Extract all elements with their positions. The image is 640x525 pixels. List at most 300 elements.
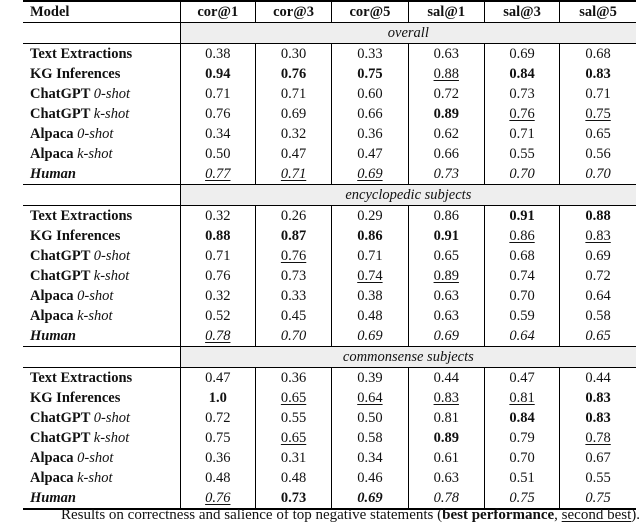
score-value: 0.76 bbox=[280, 248, 307, 264]
score-value: 0.71 bbox=[280, 166, 307, 182]
value-cell bbox=[560, 84, 636, 104]
score-value: 0.64 bbox=[357, 390, 383, 406]
section-label: commonsense subjects bbox=[180, 347, 636, 368]
model-name-cell bbox=[23, 104, 180, 124]
score-value: 0.63 bbox=[433, 46, 459, 62]
model-name-cell bbox=[23, 428, 180, 448]
value-cell bbox=[332, 144, 408, 164]
model-name: Text Extractions bbox=[30, 208, 133, 224]
value-cell bbox=[255, 408, 331, 428]
table-row bbox=[23, 246, 636, 266]
section-blank-cell bbox=[23, 347, 180, 368]
value-cell bbox=[332, 84, 408, 104]
score-value: 0.76 bbox=[205, 106, 231, 122]
score-value: 0.55 bbox=[280, 410, 307, 426]
score-value: 0.75 bbox=[585, 490, 611, 506]
value-cell bbox=[560, 368, 636, 389]
value-cell bbox=[408, 226, 484, 246]
score-value: 0.65 bbox=[280, 430, 307, 446]
model-name: KG Inferences bbox=[30, 228, 121, 244]
model-name: Human bbox=[30, 490, 76, 506]
score-value: 0.34 bbox=[205, 126, 231, 142]
score-value: 0.81 bbox=[433, 410, 459, 426]
model-name-cell bbox=[23, 144, 180, 164]
score-value: 0.69 bbox=[357, 490, 383, 506]
score-value: 0.86 bbox=[509, 228, 535, 244]
value-cell bbox=[332, 468, 408, 488]
value-cell bbox=[484, 64, 559, 84]
value-cell bbox=[180, 306, 255, 326]
table-row bbox=[23, 468, 636, 488]
model-name: Alpaca bbox=[30, 450, 74, 466]
score-value: 0.74 bbox=[509, 268, 535, 284]
value-cell bbox=[180, 104, 255, 124]
model-name-cell bbox=[23, 448, 180, 468]
score-value: 0.69 bbox=[357, 166, 383, 182]
score-value: 0.72 bbox=[205, 410, 231, 426]
section-blank-cell bbox=[23, 185, 180, 206]
header-model: Model bbox=[23, 1, 180, 23]
value-cell bbox=[408, 408, 484, 428]
model-name: Alpaca bbox=[30, 126, 74, 142]
score-value: 0.65 bbox=[585, 328, 611, 344]
value-cell bbox=[332, 388, 408, 408]
value-cell bbox=[484, 104, 559, 124]
value-cell bbox=[332, 124, 408, 144]
value-cell bbox=[408, 266, 484, 286]
model-name-cell bbox=[23, 164, 180, 185]
score-value: 0.65 bbox=[585, 126, 611, 142]
score-value: 1.0 bbox=[208, 390, 227, 406]
value-cell bbox=[180, 368, 255, 389]
score-value: 0.89 bbox=[433, 430, 459, 446]
value-cell bbox=[180, 144, 255, 164]
score-value: 0.67 bbox=[585, 450, 611, 466]
table-row bbox=[23, 368, 636, 389]
score-value: 0.38 bbox=[357, 288, 383, 304]
score-value: 0.70 bbox=[509, 166, 535, 182]
table-row bbox=[23, 144, 636, 164]
value-cell bbox=[255, 84, 331, 104]
score-value: 0.39 bbox=[357, 370, 383, 386]
model-name: ChatGPT bbox=[30, 430, 91, 446]
value-cell bbox=[255, 144, 331, 164]
score-value: 0.86 bbox=[357, 228, 383, 244]
model-name: Alpaca bbox=[30, 288, 74, 304]
value-cell bbox=[180, 266, 255, 286]
value-cell bbox=[255, 448, 331, 468]
model-name: Human bbox=[30, 328, 76, 344]
caption-best: best performance bbox=[442, 507, 555, 523]
value-cell bbox=[484, 84, 559, 104]
model-setting: k-shot bbox=[77, 146, 113, 162]
value-cell bbox=[180, 44, 255, 65]
model-setting: k-shot bbox=[93, 106, 130, 122]
model-setting: 0-shot bbox=[93, 86, 131, 102]
model-setting: 0-shot bbox=[77, 288, 114, 304]
table-row bbox=[23, 408, 636, 428]
value-cell bbox=[484, 408, 559, 428]
score-value: 0.71 bbox=[357, 248, 383, 264]
score-value: 0.91 bbox=[433, 228, 459, 244]
value-cell bbox=[180, 246, 255, 266]
model-setting: 0-shot bbox=[77, 450, 114, 466]
value-cell bbox=[180, 448, 255, 468]
value-cell bbox=[332, 326, 408, 347]
value-cell bbox=[484, 428, 559, 448]
table-caption bbox=[0, 505, 640, 525]
value-cell bbox=[560, 428, 636, 448]
value-cell bbox=[180, 206, 255, 227]
model-name-cell bbox=[23, 286, 180, 306]
value-cell bbox=[560, 448, 636, 468]
value-cell bbox=[332, 428, 408, 448]
score-value: 0.65 bbox=[433, 248, 459, 264]
score-value: 0.69 bbox=[509, 46, 535, 62]
value-cell bbox=[484, 44, 559, 65]
score-value: 0.64 bbox=[585, 288, 611, 304]
value-cell bbox=[255, 388, 331, 408]
score-value: 0.44 bbox=[433, 370, 459, 386]
model-name: ChatGPT bbox=[30, 86, 91, 102]
value-cell bbox=[332, 206, 408, 227]
value-cell bbox=[408, 326, 484, 347]
score-value: 0.71 bbox=[585, 86, 611, 102]
table-row bbox=[23, 266, 636, 286]
score-value: 0.84 bbox=[509, 410, 535, 426]
value-cell bbox=[255, 306, 331, 326]
value-cell bbox=[255, 286, 331, 306]
table-row bbox=[23, 124, 636, 144]
value-cell bbox=[332, 164, 408, 185]
value-cell bbox=[484, 164, 559, 185]
score-value: 0.66 bbox=[357, 106, 383, 122]
score-value: 0.70 bbox=[509, 288, 535, 304]
model-name: Alpaca bbox=[30, 308, 74, 324]
header-cor-1: cor@1 bbox=[180, 1, 255, 23]
score-value: 0.73 bbox=[280, 490, 307, 506]
score-value: 0.86 bbox=[433, 208, 459, 224]
score-value: 0.65 bbox=[280, 390, 307, 406]
model-name-cell bbox=[23, 468, 180, 488]
table-row bbox=[23, 84, 636, 104]
value-cell bbox=[560, 468, 636, 488]
value-cell bbox=[332, 408, 408, 428]
score-value: 0.69 bbox=[280, 106, 307, 122]
model-name-cell bbox=[23, 388, 180, 408]
header-sal-3: sal@3 bbox=[484, 1, 559, 23]
model-name: Alpaca bbox=[30, 146, 74, 162]
score-value: 0.58 bbox=[585, 308, 611, 324]
value-cell bbox=[484, 388, 559, 408]
caption-sep: , bbox=[554, 507, 562, 523]
model-setting: k-shot bbox=[93, 430, 130, 446]
value-cell bbox=[180, 64, 255, 84]
model-name: ChatGPT bbox=[30, 248, 91, 264]
table-row bbox=[23, 44, 636, 65]
score-value: 0.71 bbox=[280, 86, 307, 102]
score-value: 0.48 bbox=[280, 470, 307, 486]
value-cell bbox=[408, 246, 484, 266]
table-row bbox=[23, 326, 636, 347]
score-value: 0.73 bbox=[433, 166, 459, 182]
table-row bbox=[23, 428, 636, 448]
score-value: 0.78 bbox=[585, 430, 611, 446]
value-cell bbox=[484, 448, 559, 468]
value-cell bbox=[560, 326, 636, 347]
value-cell bbox=[180, 468, 255, 488]
value-cell bbox=[560, 246, 636, 266]
score-value: 0.78 bbox=[433, 490, 459, 506]
score-value: 0.83 bbox=[585, 390, 611, 406]
value-cell bbox=[332, 286, 408, 306]
score-value: 0.51 bbox=[509, 470, 535, 486]
score-value: 0.34 bbox=[357, 450, 383, 466]
value-cell bbox=[560, 124, 636, 144]
value-cell bbox=[408, 306, 484, 326]
score-value: 0.46 bbox=[357, 470, 383, 486]
model-name-cell bbox=[23, 64, 180, 84]
score-value: 0.76 bbox=[205, 268, 231, 284]
score-value: 0.71 bbox=[509, 126, 535, 142]
value-cell bbox=[408, 388, 484, 408]
model-name: Alpaca bbox=[30, 470, 74, 486]
score-value: 0.70 bbox=[280, 328, 307, 344]
score-value: 0.76 bbox=[280, 66, 307, 82]
header-sal-1: sal@1 bbox=[408, 1, 484, 23]
value-cell bbox=[255, 326, 331, 347]
value-cell bbox=[255, 44, 331, 65]
model-setting: 0-shot bbox=[77, 126, 114, 142]
score-value: 0.88 bbox=[205, 228, 231, 244]
value-cell bbox=[180, 428, 255, 448]
value-cell bbox=[560, 306, 636, 326]
table-row bbox=[23, 164, 636, 185]
value-cell bbox=[484, 124, 559, 144]
score-value: 0.88 bbox=[433, 66, 459, 82]
value-cell bbox=[560, 226, 636, 246]
score-value: 0.33 bbox=[280, 288, 307, 304]
table-row bbox=[23, 306, 636, 326]
table-row bbox=[23, 206, 636, 227]
model-name-cell bbox=[23, 408, 180, 428]
value-cell bbox=[484, 306, 559, 326]
score-value: 0.26 bbox=[280, 208, 307, 224]
model-name-cell bbox=[23, 44, 180, 65]
value-cell bbox=[484, 286, 559, 306]
value-cell bbox=[484, 326, 559, 347]
section-row bbox=[23, 347, 636, 368]
score-value: 0.60 bbox=[357, 86, 383, 102]
score-value: 0.83 bbox=[585, 410, 611, 426]
table-row bbox=[23, 286, 636, 306]
score-value: 0.75 bbox=[357, 66, 383, 82]
score-value: 0.69 bbox=[585, 248, 611, 264]
model-name: ChatGPT bbox=[30, 268, 91, 284]
value-cell bbox=[560, 286, 636, 306]
section-blank-cell bbox=[23, 23, 180, 44]
section-row bbox=[23, 185, 636, 206]
score-value: 0.30 bbox=[280, 46, 307, 62]
value-cell bbox=[180, 84, 255, 104]
value-cell bbox=[180, 326, 255, 347]
value-cell bbox=[484, 368, 559, 389]
score-value: 0.29 bbox=[357, 208, 383, 224]
model-name: KG Inferences bbox=[30, 66, 121, 82]
table-row bbox=[23, 448, 636, 468]
header-row bbox=[23, 1, 636, 23]
score-value: 0.69 bbox=[433, 328, 459, 344]
model-name-cell bbox=[23, 226, 180, 246]
score-value: 0.47 bbox=[280, 146, 307, 162]
score-value: 0.62 bbox=[433, 126, 459, 142]
score-value: 0.83 bbox=[585, 66, 611, 82]
score-value: 0.32 bbox=[205, 208, 231, 224]
table-row bbox=[23, 226, 636, 246]
score-value: 0.76 bbox=[509, 106, 535, 122]
model-setting: 0-shot bbox=[93, 410, 131, 426]
score-value: 0.47 bbox=[205, 370, 231, 386]
score-value: 0.89 bbox=[433, 268, 459, 284]
value-cell bbox=[255, 246, 331, 266]
value-cell bbox=[180, 286, 255, 306]
score-value: 0.70 bbox=[509, 450, 535, 466]
value-cell bbox=[255, 104, 331, 124]
value-cell bbox=[255, 226, 331, 246]
value-cell bbox=[332, 104, 408, 124]
header-cor-5: cor@5 bbox=[332, 1, 408, 23]
score-value: 0.66 bbox=[433, 146, 459, 162]
value-cell bbox=[255, 64, 331, 84]
score-value: 0.91 bbox=[509, 208, 535, 224]
model-name: ChatGPT bbox=[30, 106, 91, 122]
score-value: 0.81 bbox=[509, 390, 535, 406]
score-value: 0.38 bbox=[205, 46, 231, 62]
value-cell bbox=[408, 448, 484, 468]
value-cell bbox=[408, 368, 484, 389]
model-setting: k-shot bbox=[77, 470, 113, 486]
table-row bbox=[23, 64, 636, 84]
value-cell bbox=[560, 206, 636, 227]
value-cell bbox=[255, 164, 331, 185]
score-value: 0.69 bbox=[357, 328, 383, 344]
table-row bbox=[23, 104, 636, 124]
header-cor-3: cor@3 bbox=[255, 1, 331, 23]
table-body bbox=[23, 23, 636, 510]
score-value: 0.52 bbox=[205, 308, 231, 324]
value-cell bbox=[408, 428, 484, 448]
score-value: 0.88 bbox=[585, 208, 611, 224]
score-value: 0.73 bbox=[280, 268, 307, 284]
score-value: 0.72 bbox=[585, 268, 611, 284]
section-row bbox=[23, 23, 636, 44]
value-cell bbox=[255, 468, 331, 488]
model-name-cell bbox=[23, 246, 180, 266]
value-cell bbox=[484, 144, 559, 164]
value-cell bbox=[484, 468, 559, 488]
value-cell bbox=[560, 104, 636, 124]
value-cell bbox=[560, 266, 636, 286]
caption-prefix: Results on correctness and salience of top negative statements ( bbox=[60, 507, 443, 523]
score-value: 0.94 bbox=[205, 66, 231, 82]
score-value: 0.74 bbox=[357, 268, 383, 284]
value-cell bbox=[408, 104, 484, 124]
score-value: 0.59 bbox=[509, 308, 535, 324]
value-cell bbox=[255, 266, 331, 286]
model-name-cell bbox=[23, 266, 180, 286]
value-cell bbox=[255, 206, 331, 227]
section-label: encyclopedic subjects bbox=[180, 185, 636, 206]
score-value: 0.44 bbox=[585, 370, 611, 386]
value-cell bbox=[484, 246, 559, 266]
score-value: 0.73 bbox=[509, 86, 535, 102]
value-cell bbox=[180, 226, 255, 246]
score-value: 0.75 bbox=[585, 106, 611, 122]
score-value: 0.68 bbox=[509, 248, 535, 264]
score-value: 0.76 bbox=[205, 490, 231, 506]
value-cell bbox=[180, 408, 255, 428]
score-value: 0.61 bbox=[433, 450, 459, 466]
value-cell bbox=[484, 266, 559, 286]
score-value: 0.71 bbox=[205, 86, 231, 102]
value-cell bbox=[332, 44, 408, 65]
value-cell bbox=[408, 206, 484, 227]
model-setting: k-shot bbox=[77, 308, 113, 324]
value-cell bbox=[408, 124, 484, 144]
value-cell bbox=[332, 448, 408, 468]
value-cell bbox=[255, 368, 331, 389]
value-cell bbox=[560, 44, 636, 65]
score-value: 0.45 bbox=[280, 308, 307, 324]
score-value: 0.84 bbox=[509, 66, 535, 82]
score-value: 0.63 bbox=[433, 288, 459, 304]
score-value: 0.36 bbox=[280, 370, 307, 386]
score-value: 0.83 bbox=[433, 390, 459, 406]
value-cell bbox=[180, 124, 255, 144]
value-cell bbox=[560, 388, 636, 408]
score-value: 0.31 bbox=[280, 450, 307, 466]
value-cell bbox=[332, 306, 408, 326]
model-name-cell bbox=[23, 124, 180, 144]
value-cell bbox=[408, 84, 484, 104]
model-name: ChatGPT bbox=[30, 410, 91, 426]
score-value: 0.83 bbox=[585, 228, 611, 244]
score-value: 0.63 bbox=[433, 308, 459, 324]
model-name: Text Extractions bbox=[30, 46, 133, 62]
model-name: KG Inferences bbox=[30, 390, 121, 406]
value-cell bbox=[255, 428, 331, 448]
value-cell bbox=[560, 64, 636, 84]
score-value: 0.47 bbox=[509, 370, 535, 386]
value-cell bbox=[560, 408, 636, 428]
model-name: Text Extractions bbox=[30, 370, 133, 386]
score-value: 0.79 bbox=[509, 430, 535, 446]
value-cell bbox=[560, 144, 636, 164]
value-cell bbox=[332, 246, 408, 266]
score-value: 0.70 bbox=[585, 166, 611, 182]
score-value: 0.75 bbox=[509, 490, 535, 506]
score-value: 0.71 bbox=[205, 248, 231, 264]
score-value: 0.87 bbox=[280, 228, 307, 244]
score-value: 0.33 bbox=[357, 46, 383, 62]
value-cell bbox=[332, 266, 408, 286]
model-setting: 0-shot bbox=[93, 248, 131, 264]
score-value: 0.50 bbox=[205, 146, 231, 162]
value-cell bbox=[180, 164, 255, 185]
value-cell bbox=[332, 64, 408, 84]
value-cell bbox=[408, 44, 484, 65]
score-value: 0.75 bbox=[205, 430, 231, 446]
